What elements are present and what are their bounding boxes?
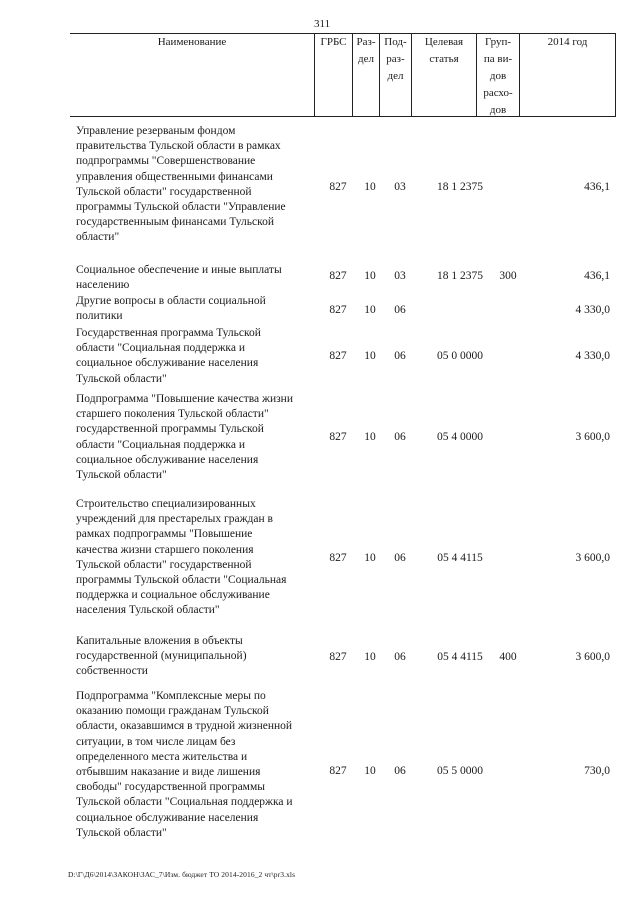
- row-target-article: 05 5 0000: [437, 765, 483, 777]
- row-podrazdel: 06: [394, 431, 406, 443]
- row-name: Подпрограмма "Комплексные меры по оказанию помощи гражданам Тульской области, оказавшимся в трудной жизненной ситуации, в том числе лицам без определенного места жительства и отбывшим наказание и виде лишения свободы" государственной программы Тульской области "Социальная поддержка и социальное обслуживание населения Тульской области": [76, 690, 293, 839]
- row-razdel: 10: [364, 651, 376, 663]
- table-row: [70, 326, 616, 390]
- row-podrazdel: 06: [394, 765, 406, 777]
- header-name: Наименование: [157, 36, 227, 48]
- row-sum: 4 330,0: [575, 304, 610, 316]
- row-razdel: 10: [364, 270, 376, 282]
- row-sum: 436,1: [584, 270, 610, 282]
- row-razdel: 10: [364, 552, 376, 564]
- table-row: [70, 689, 616, 845]
- row-grbs: 827: [329, 651, 347, 663]
- row-grbs: 827: [329, 270, 347, 282]
- table-row: [70, 497, 616, 623]
- row-podrazdel: 06: [394, 304, 406, 316]
- row-target-article: 18 1 2375: [437, 270, 483, 282]
- table-row: [70, 392, 616, 488]
- row-name: Государственная программа Тульской области "Социальная поддержка и социальное обслуживание населения Тульской области": [76, 327, 261, 385]
- row-razdel: 10: [364, 181, 376, 193]
- row-razdel: 10: [364, 350, 376, 362]
- row-podrazdel: 06: [394, 552, 406, 564]
- row-grbs: 827: [329, 765, 347, 777]
- header-target-article: Целевая статья: [411, 34, 476, 116]
- row-podrazdel: 03: [394, 270, 406, 282]
- table-row: [70, 294, 616, 326]
- row-target-article: 05 0 0000: [437, 350, 483, 362]
- row-name: Управление резерваным фондом правительства Тульской области в рамках подпрограммы "Совершенствование управления общественными финансами Тульской области" государственной программы Тульской области "Управление государственныым финансами Тульской области": [76, 125, 286, 244]
- row-sum: 3 600,0: [575, 431, 610, 443]
- row-name: Капитальные вложения в объекты государственной (муниципальной) собственности: [76, 635, 247, 678]
- row-name: Подпрограмма "Повышение качества жизни старшего поколения Тульской области" государственной программы Тульской области "Социальная поддержка и социальное обслуживание населения Тульской области": [76, 393, 293, 482]
- header-year-2014: 2014 год: [519, 34, 616, 116]
- row-name: Строительство специализированных учреждений для престарелых граждан в рамках подпрограммы "Повышение качества жизни старшего поколения Тульской области" государственной программы Тульской области "Социальная поддержка и социальное обслуживание населения Тульской области": [76, 498, 287, 617]
- header-podrazdel: Под- раз- дел: [379, 34, 411, 116]
- table-row: [70, 634, 616, 682]
- row-grbs: 827: [329, 552, 347, 564]
- row-grbs: 827: [329, 304, 347, 316]
- table-row: [70, 263, 616, 295]
- row-sum: 436,1: [584, 181, 610, 193]
- row-podrazdel: 06: [394, 651, 406, 663]
- row-razdel: 10: [364, 431, 376, 443]
- row-grbs: 827: [329, 181, 347, 193]
- page-number: 311: [314, 18, 331, 30]
- row-expense-group: 400: [499, 651, 517, 663]
- row-sum: 3 600,0: [575, 552, 610, 564]
- row-grbs: 827: [329, 431, 347, 443]
- row-target-article: 18 1 2375: [437, 181, 483, 193]
- row-sum: 730,0: [584, 765, 610, 777]
- row-grbs: 827: [329, 350, 347, 362]
- row-podrazdel: 06: [394, 350, 406, 362]
- header-expense-group: Груп- па ви- дов расхо- дов: [476, 34, 519, 116]
- row-target-article: 05 4 0000: [437, 431, 483, 443]
- table-header: [70, 33, 616, 117]
- row-name: Социальное обеспечение и иные выплаты населению: [76, 264, 282, 292]
- row-podrazdel: 03: [394, 181, 406, 193]
- row-razdel: 10: [364, 304, 376, 316]
- row-sum: 4 330,0: [575, 350, 610, 362]
- header-grbs: ГРБС: [314, 34, 352, 116]
- row-expense-group: 300: [499, 270, 517, 282]
- row-razdel: 10: [364, 765, 376, 777]
- row-name: Другие вопросы в области социальной политики: [76, 295, 266, 323]
- row-target-article: 05 4 4115: [437, 651, 483, 663]
- footer-file-path: D:\Г\Д6\2014\ЗАКОН\ЗАС_7\Изм. бюджет ТО 2014-2016_2 чт\pr3.xls: [68, 870, 296, 879]
- row-sum: 3 600,0: [575, 651, 610, 663]
- header-razdel: Раз- дел: [352, 34, 379, 116]
- row-target-article: 05 4 4115: [437, 552, 483, 564]
- table-row: [70, 124, 616, 248]
